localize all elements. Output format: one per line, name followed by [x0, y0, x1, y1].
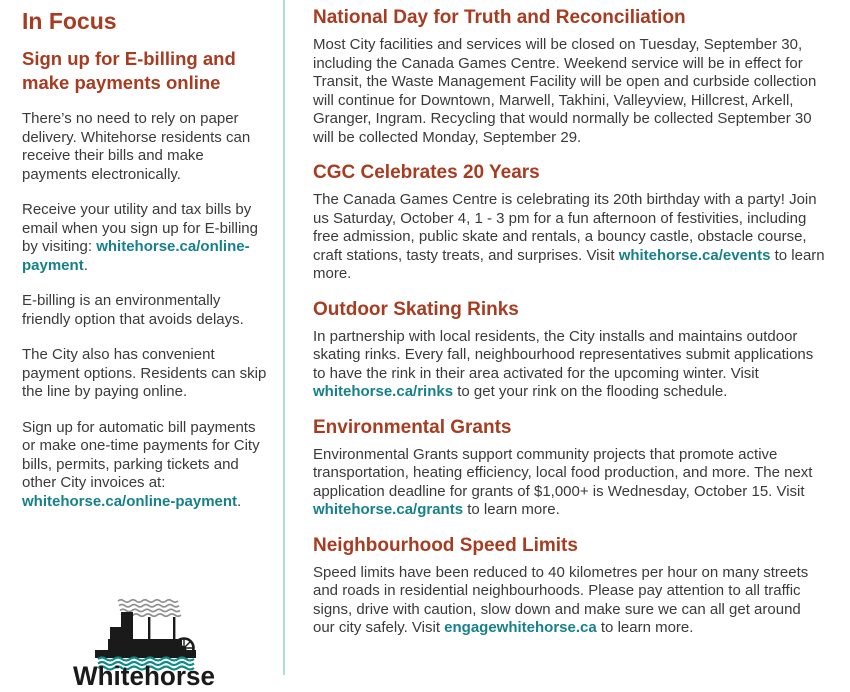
sidebar-paragraph: Sign up for automatic bill payments or make one-time payments for City bills, permits, parking tickets and other City invoices at: whitehorse.ca/online-payment.	[22, 418, 260, 510]
sidebar-paragraph: Receive your utility and tax bills by email when you sign up for E-billing by visiting: whitehorse.ca/online-payment.	[22, 201, 258, 274]
sidebar-paragraph: E-billing is an environmentally friendly option that avoids delays.	[22, 292, 244, 328]
article-title: National Day for Truth and Reconciliation	[313, 7, 686, 28]
in-focus-sidebar	[22, 8, 272, 528]
whitehorse-logo	[64, 597, 224, 692]
logo-wordmark: Whitehorse	[73, 661, 215, 691]
article-body: Most City facilities and services will be closed on Tuesday, September 30, including the Canada Games Centre. Weekend service will be in effect for Transit, the Waste Management Facility will be open and curbside collection will continue for Downtown, Marwell, Takhini, Valleyview, Hillcrest, Arkell, Granger, Ingram. Recycling that would normally be collected September 30 will be collected Monday, September 29.	[313, 36, 817, 146]
rinks-link[interactable]: whitehorse.ca/rinks	[313, 383, 454, 400]
article-title: Outdoor Skating Rinks	[313, 298, 519, 320]
article-body: Environmental Grants support community projects that promote active transportation, heating efficiency, local food production, and more. The next application deadline for grants of $1,000+ is Wednesday, October 15. Visit whitehorse.ca/grants to learn more.	[313, 445, 813, 518]
steamboat-icon	[95, 612, 196, 658]
engage-whitehorse-link[interactable]: engagewhitehorse.ca	[444, 619, 597, 636]
news-article	[313, 534, 826, 638]
sidebar-paragraph: There’s no need to rely on paper delivery. Whitehorse residents can receive their bills and make payments electronically.	[22, 110, 251, 183]
sidebar-subtitle: Sign up for E-billing and make payments online	[22, 48, 236, 93]
sidebar-paragraph: The City also has convenient payment options. Residents can skip the line by paying online.	[22, 346, 267, 400]
news-article	[313, 161, 826, 284]
online-payment-link[interactable]: whitehorse.ca/online-payment	[22, 492, 238, 510]
article-body: Speed limits have been reduced to 40 kilometres per hour on many streets and roads in residential neighbourhoods. Please pay attention to all traffic signs, drive with caution, slow down and make sure we can all get around our city safely. Visit engagewhitehorse.ca to learn more.	[313, 563, 809, 636]
column-divider	[283, 0, 285, 675]
article-title: Neighbourhood Speed Limits	[313, 534, 578, 556]
online-payment-link[interactable]: whitehorse.ca/online-payment	[22, 238, 250, 274]
sidebar-title: In Focus	[22, 8, 117, 34]
news-articles	[313, 6, 826, 652]
article-title: Environmental Grants	[313, 416, 512, 438]
article-body: In partnership with local residents, the City installs and maintains outdoor skating rinks. Every fall, neighbourhood representatives submit applications to have the rink in their area activated for the upcoming winter. Visit whitehorse.ca/rinks to get your rink on the flooding schedule.	[313, 327, 814, 400]
article-body: The Canada Games Centre is celebrating its 20th birthday with a party! Join us Saturday, October 4, 1 - 3 pm for a fun afternoon of festivities, including free admission, public skate and rentals, a bouncy castle, obstacle course, craft stations, tasty treats, and surprises. Visit whitehorse.ca/events to learn more.	[313, 191, 825, 282]
news-article	[313, 6, 826, 147]
news-article	[313, 298, 826, 402]
article-title: CGC Celebrates 20 Years	[313, 162, 540, 183]
sidebar-paragraphs	[22, 110, 272, 511]
news-article	[313, 416, 826, 520]
events-link[interactable]: whitehorse.ca/events	[618, 246, 771, 264]
grants-link[interactable]: whitehorse.ca/grants	[313, 501, 464, 518]
